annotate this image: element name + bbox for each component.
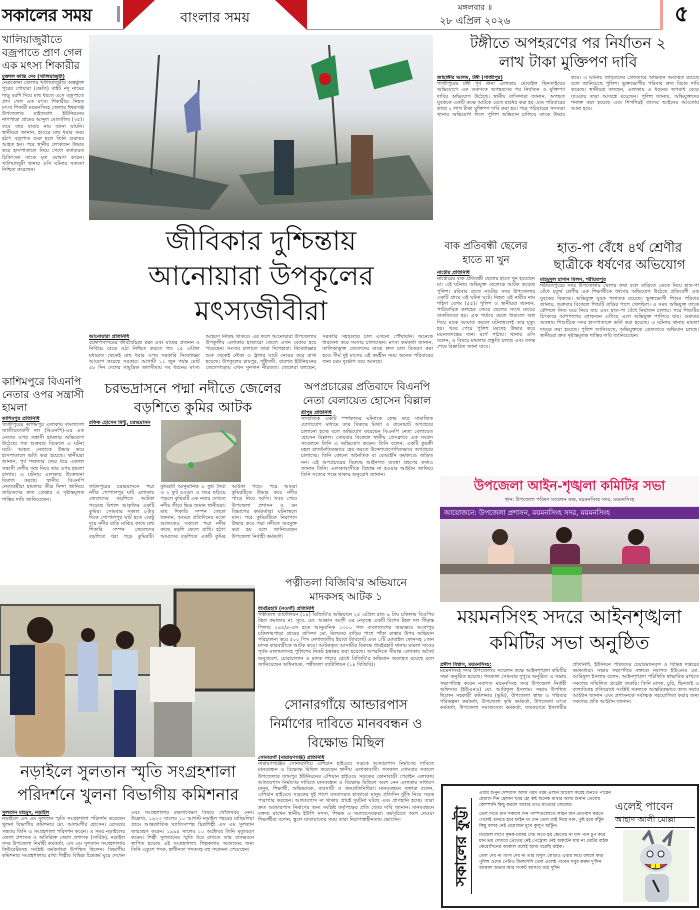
article-narail: [2, 760, 254, 908]
article-hatpa: [540, 240, 699, 472]
article-body: [2, 416, 84, 566]
body-text: পত্নীতলা ব্যাটালিয়ন (১৪) বিজিবি'র অভিযানে ২৫ এপ্রিল রাত ৯ টায় চকিলাম বিওপির টহল কমান্ডার না. সুবে. মো. আক্কাস আলী এর নেতৃত্বে একটি বিশেষ টহল দল সীমান্ত পিলার ২৪৫/৪-এস হতে আনুমানিক ১৩০০ গজ বাংলাদেশের অভ্যন্তরে আগ্রাপুর চকিলামপাড়া গ্রামের বাসিন্দা মো. মিলনের বাড়ির পাশে পাঁকা রাস্তার উপর অভিযান পরিচালনা করে ৫০০ পিস নেশাজাতীয় ইয়াবা ট্যাবলেট এবং ১টি মোবাইল ফোনসহ ১জন মাদক কারবারীকে আটক করে। আটককৃত আসামীর বিরুদ্ধে ধামইরহাট থানায় মামলা দায়ের পূর্বক মালামালসহ পুলিশের নিকট হস্তান্তর করা হয়েছে। অপরদিকে সীমান্ত এলাকায় অবৈধ অনুপ্রবেশ, চোরাচালান ও মাদক পাচার রোধে বিজিবি'র অভিযান অব্যাহত রয়েছে বলে জানিয়েছেন অধিনায়ক, পত্নীতলা ব্যাটালিয়ন (১৪ বিজিবি)।: [258, 612, 434, 668]
fishing-boats-photo: [89, 35, 433, 220]
satire-poem: [479, 791, 611, 872]
body-text: ময়মনসিংহ সদর উপজেলায় সম্মেলন কক্ষে আইনশৃঙ্খলা কমিটির সভা অনুষ্ঠিত হয়েছে। গতকাল সোমবার দুপুরে অনুষ্ঠিত এ সভায় সভাপতিত্ব করেন নবাগত ময়মনসিংহ সদর উপজেলা নির্বাহী অফিসার (ইউএনও) মো. আরিফুল ইসলাম। সভায় উপস্থিত ছিলেন সহকারী কমিশনার (ভূমি), উপজেলা স্বাস্থ্য ও পরিবার পরিকল্পনা কর্মকর্তা, উপজেলা কৃষি কর্মকর্তা, উপজেলা মৎস্য কর্মকর্তা, উপজেলা সমাজসেবা কর্মকর্তা, জামায়াতে ইসলামীর প্রতিনিধি, ইউনিয়ন পরিষদের চেয়ারম্যানবৃন্দ ও বিভিন্ন দপ্তরের কর্মকর্তারা। সভায় সভাপতির বক্তব্যে নবাগত ইউএনও মো. আরিফুল ইসলাম বলেন, আইনশৃঙ্খলা পরিস্থিতি স্বাভাবিক রাখতে সকলের সম্মিলিত প্রচেষ্টা জরুরি। তিনি মাদক, চুরি, ছিনতাই ও বাল্যবিবাহ প্রতিরোধে সংশ্লিষ্ট সকলকে আন্তরিকভাবে কাজ করার আহ্বান জানান এবং প্রশাসনকে সর্বাত্মক সহযোগিতা করার জন্য সকলের প্রতি আহ্বান জানান।: [440, 662, 699, 712]
article-body: [258, 755, 434, 903]
satire-box: [441, 784, 699, 908]
body-text: নেত্রকোনা জেলার খালিয়াজুরীর অন্তর্ভুক্ত পুরের পোয়ারা (ক্ষেতি) বাইট নদু নামের শাড়ু বরশি দিয়ে মাছ ধরতে এসে বজ্রপাতে প্রাণ গেল এক মৎস্য শিকারীর। নিহত মৎস্য শিকারী ময়মনসিংহ জেলার ঈশ্বরগঞ্জ উপজেলার মাইজবাগ ইউনিয়নের নাগপাড়া গ্রামের আব্দুল মোতালিব (৩৫)। তবে তার বাবার নাম জানা যায়নি। স্থানীয়রা জানান, হাওরে মাছ ধরার সময় হঠাৎ বজ্রপাত শুরু হলে তিনি গুরুতর আহত হন। পরে স্থানীয় লোকজন উদ্ধার করে হাসপাতালে নিয়ে গেলে কর্তব্যরত চিকিৎসক তাকে মৃত ঘোষণা করেন। খালিয়াজুরী থানার ওসি ঘটনার সত্যতা নিশ্চিত করেছেন।: [2, 80, 84, 174]
banner-venue: স্থান: উপজেলা পরিষদ সম্মেলন কক্ষ, ময়মনসিংহ সদর, ময়মনসিংহ: [504, 497, 635, 503]
section-banner: [123, 0, 307, 30]
article-body: [440, 662, 699, 777]
headline: চরভদ্রাসনে পদ্মা নদীতে জেলের বড়শিতে কুমির আটক: [104, 381, 282, 416]
byline: মুক্তাল কান্তি দেব (খালিয়াজুরী): [2, 74, 65, 80]
page-number-text: ৫: [674, 2, 689, 27]
article-body: [258, 606, 434, 692]
body-text: ফরিদপুরের চরভদ্রাসনে পদ্মা নদীর গোপালপুর ঘাট এলাকায় জেলেদের বড়শিতে আটকা পড়েছে বিশাল আকৃতির একটি কুমির। সোমবার সকাল ৮টার দিকে গোপালপুর ঘাট হতে একটু দূরে নদীর বাড়ি মাঝির কাছে মাছ শিকারি সম্পন জেলেদের বড়শিতে ধরা পড়ে কুমিরটি। কুমিরটি আনুমানিক ৮ ফুট দৈর্ঘ্য ও ২ ফুট চওড়া। এ খবর ছড়িয়ে পড়লে কুমিরটি এক নজর দেখতে নদীর তীরে ভিড় জমান স্থানীয়রা। মাছ শিকারি সম্পন জেলে জানান, আমরা প্রতিদিনের মতো আজকেও সকালে পদ্মা নদীর কাছে বড়শি ফেলে রাখি। হঠাৎ আমাদের বড়শিতে একটি কুমির আটকা পড়ে। পরে আমরা কুমিরটিকে উদ্ধার করে নদীর পাড়ে নিয়ে আসি। খবর পেয়ে উপজেলা প্রশাসন ও বন বিভাগের কর্মকর্তারা ঘটনাস্থলে যান। পরে কুমিরটিকে নিরাপদে উদ্ধার করে পদ্মা নদীতে অবমুক্ত করা হয় বলে জানিয়েছেন উপজেলা নির্বাহী কর্মকর্তা।: [89, 484, 297, 540]
article-mymensingh: [440, 604, 699, 780]
meeting-photo: [440, 476, 699, 602]
article-body-continued: [89, 484, 297, 570]
article-kashimpur: [2, 376, 84, 572]
byline: আনোয়ারা প্রতিনিধি: [89, 334, 130, 340]
page-number: [660, 0, 700, 30]
article-potnitola: [258, 576, 434, 694]
article-belayet: [301, 380, 433, 570]
boats-illustration: [89, 35, 433, 220]
headline: বাক প্রতিবন্ধী ছেলের হাতে মা খুন: [444, 241, 528, 266]
article-body: [2, 74, 84, 364]
body-text: শরীয়তপুরের সদর উপজেলায় খেলার কথা বলে বাড়িতে ডেকে নিয়ে হাত-পা বেঁধে চতুর্থ শ্রেণীর এক শিক্ষার্থীকে ধর্ষণের অভিযোগ উঠেছে প্রতিবেশী এক যুবকের বিরুদ্ধে। অভিযুক্ত যুবক পলাতক রয়েছে। ভুক্তভোগী শিশুর পরিবার জানায়, শুক্রবার বিকেলে শিশুটি বাড়ির পাশে খেলছিল। এ সময় অভিযুক্ত তাকে কৌশলে নিজ ঘরে নিয়ে যায় এবং হাত-পা বেঁধে নির্যাতন চালায়। পরে শিশুটির চিৎকারে আশপাশের লোকজন এগিয়ে এলে অভিযুক্ত পালিয়ে যায়। গুরুতর অবস্থায় শিশুটিকে সদর হাসপাতালে ভর্তি করা হয়েছে। এ ঘটনায় থানায় মামলা দায়ের করা হয়েছে। পুলিশ জানিয়েছে, অভিযুক্তকে গ্রেফতারে অভিযান চলছে। স্থানীয়রা দ্রুত দৃষ্টান্তমূলক শাস্তির দাবি জানিয়েছেন।: [540, 283, 699, 339]
byline: জাহাঙ্গীর আলম, টঙ্গী (গাজীপুর): [437, 75, 503, 81]
logo-divider: [117, 6, 120, 22]
article-body: [301, 410, 433, 550]
article-khaliajuri: [2, 34, 84, 374]
satire-ad-name: আহাদ আলী মোল্লা: [615, 814, 695, 828]
headline: টঙ্গীতে অপহরণের পর নির্যাতন ২ লাখ টাকা মুক্তিপণ দাবি: [469, 34, 667, 71]
museum-visit-photo: [0, 585, 255, 757]
body-text: নারায়ণগঞ্জের সোনারগাঁয়ে এশিয়ান হাইওয়ে সড়কে আন্ডারপাস নির্মাণের দাবিতে মানববন্ধন ও বিক্ষোভ মিছিল করেছেন স্থানীয় এলাকাবাসী। গতকাল সোমবার সকালে উপজেলার জামপুর ইউনিয়নের এশিয়ান হাইওয়ে সড়কের কোনাবাড়ী পেরাইন এলাকায় আন্ডারপাস নির্মাণের দাবিতে মানববন্ধন ও বিক্ষোভ মিছিলে অংশ নেন এলাকার সাধারণ মানুষ, শিক্ষার্থী, অভিভাবক, ব্যবসায়ী ও জনপ্রতিনিধিরা। মানববন্ধনে বক্তারা বলেন, এশিয়ান হাইওয়ে সড়কের দুই পাশে বসবাসরত হাজারো মানুষ প্রতিদিন ঝুঁকি নিয়ে সড়ক পারাপার করছেন। আন্ডারপাস না থাকায় প্রায়ই দুর্ঘটনা ঘটছে এবং প্রাণহানি হচ্ছে। তারা দ্রুত আন্ডারপাস নির্মাণের জন্য সংশ্লিষ্ট কর্তৃপক্ষের প্রতি জোর দাবি জানান। মানববন্ধনে বক্তব্য রাখেন স্থানীয় ইউপি সদস্য, শিক্ষক ও সমাজসেবকরা। কর্মসূচিতে অংশ নেওয়া শিক্ষার্থীরা বলেন, স্কুলে যাতায়াতের সময় তারা নিরাপত্তাহীনতায় ভোগেন।: [258, 761, 434, 824]
byline: শ্রীপুর প্রতিনিধি: [301, 410, 332, 416]
banner-organizer: আয়োজনে: উপজেলা প্রশাসন, ময়মনসিংহ সদর, ময়মনসিংহ: [440, 507, 699, 519]
article-body: [437, 75, 699, 225]
article-body: [540, 277, 699, 467]
body-text: গাজীপুরের কাশিমপুর এলাকায় বাংলাদেশ জাতীয়তাবাদী দল (বিএনপি)-এর এক নেতার ওপর সন্ত্রাসী হামলার অভিযোগ উঠেছে। গত শুক্রবার বিকেলে এ ঘটনা ঘটে। আহত নেতাকে উদ্ধার করে হাসপাতালে ভর্তি করা হয়েছে। স্থানীয়রা জানান, পূর্ব শত্রুতার জের ধরে একদল সন্ত্রাসী দেশীয় অস্ত্র নিয়ে তার ওপর হামলা চালায়। এ ঘটনায় এলাকায় উত্তেজনা বিরাজ করছে। স্থানীয় বিএনপি নেতাকর্মীরা হামলার তীব্র নিন্দা জানিয়ে জড়িতদের দ্রুত গ্রেপ্তার ও দৃষ্টান্তমূলক শাস্তির দাবি জানিয়েছেন।: [2, 422, 84, 503]
issue-day: মঙ্গলবার ॥: [458, 3, 492, 12]
newspaper-logo: সকালের সময়: [2, 6, 92, 26]
satire-title-rule: [471, 798, 472, 894]
byline: নাটোর প্রতিনিধি: [437, 270, 470, 276]
article-chorbhadrasan: [89, 380, 297, 572]
masthead: [0, 0, 700, 30]
body-text: নড়াইলে এস এম সুলতান স্মৃতি সংগ্রহশালা পরিদর্শন করেছেন খুলনা বিভাগীয় কমিশনার মো. আলমগীর হোসেন। রোববার সন্ধ্যায় তিনি এ সংগ্রহশালা পরিদর্শন করেন। এ সময় নড়াইলের জেলা প্রশাসক ও অতিরিক্ত জেলা প্রশাসক (সার্বিক), নড়াইল সদর উপজেলা নির্বাহী কর্মকর্তা, এস এম সুলতান সংগ্রহশালার কিউরেটরসহ সংশ্লিষ্ট কর্মকর্তারা উপস্থিত ছিলেন। বিভাগীয় কমিশনার সংগ্রহশালায় রাখা শিল্পীর বিভিন্ন চিত্রকর্ম ঘুরে দেখেন এবং সংগ্রহশালার রক্ষণাবেক্ষণ বিষয়ে খোঁজখবর নেন। উল্লেখ্য, ১৯২৩ সালের ১০ আগস্ট নড়াইল শহরের মাছিমদিয়া গ্রামে আন্তর্জাতিক খ্যাতিসম্পন্ন চিত্রশিল্পী এস এম সুলতান জন্মগ্রহণ করেন। ১৯৯৪ সালের ১০ অক্টোবর তিনি মৃত্যুবরণ করেন। শিল্পী সুলতানের স্মৃতি ধরে রাখতে তার বাসভবনে স্থাপিত হয়েছে এই সংগ্রহশালা। শিল্পকলায় অবদানের জন্য তিনি একুশে পদক, স্বাধীনতা পদকসহ বহু সম্মাননা পেয়েছেন।: [2, 810, 254, 860]
headline: নড়াইলে সুলতান স্মৃতি সংগ্রহশালা পরিদর্শনে খুলনা বিভাগীয় কমিশনার: [17, 762, 239, 804]
banner-title: উপজেলা আইন-শৃঙ্খলা কমিটির সভা: [473, 479, 666, 494]
poem-stanza: এবার শুনুন দেশবাসী আজ গরম গরম এলান আয়েশ করেই শুনতে পারেন মেয়াদে দিন হেলান খবর হো কষ্ট অনেক মাথার আজ শুনান তেলের কোম্পানি কিছু করলে আবার তাও যাওয়ার জেলের।: [479, 791, 611, 808]
headline: অপপ্রচারের প্রতিবাদে বিএনপি নেতা বেলায়েত হোসেন বিল্লাল: [302, 381, 432, 407]
headline: সোনারগাঁয়ে আন্ডারপাস নির্মাণের দাবিতে মানববন্ধন ও বিক্ষোভ মিছিল: [269, 698, 423, 751]
headline: খালিয়াজুরীতে বজ্রপাতে প্রাণ গেল এক মৎস্য শিকারীর: [2, 34, 83, 72]
section-title: বাংলার সময়: [180, 10, 250, 26]
body-text: গাজীপুরের টঙ্গী পূর্ব থানা এলাকায় মোবাইল ছিনতাইয়ের অভিযোগে এক তরুণকে অপহরণের পর নির্যাতন ও মুক্তিপণ দাবির অভিযোগ উঠেছে। স্থানীয় বাসিন্দারা জানান, অপহৃত যুবককে একটি কক্ষে আটকে রেখে মারধর করা হয় এবং পরিবারের কাছে ২ লাখ টাকা মুক্তিপণ দাবি করা হয়। পরে পরিবারের সদস্যরা থানায় অভিযোগ দিলে পুলিশ অভিযান চালিয়ে তাকে উদ্ধার করে। এ ঘটনায় জড়িতদের গ্রেফতারে অভিযান অব্যাহত রয়েছে বলে জানিয়েছে পুলিশ। ভুক্তভোগীর পরিবার দ্রুত বিচার দাবি করেছে। স্থানীয়রা বলছেন, এলাকায় এ ধরনের অপরাধ বেড়ে যাওয়ায় তারা আতঙ্কে রয়েছেন। পুলিশ জানায়, অভিযুক্তদের শনাক্ত করা হয়েছে এবং শিগগিরই তাদের আইনের আওতায় আনা হবে।: [437, 75, 699, 119]
satire-title: সকালের ফুট্টা: [452, 805, 470, 887]
article-anowara: [89, 224, 433, 376]
crocodile-photo: [161, 420, 241, 482]
byline: মাহমুদুল হাসান মিলন, শরীয়তপুর: [540, 277, 606, 283]
article-body: [437, 270, 535, 470]
article-tongi: [437, 34, 699, 230]
headline: কাশিমপুরে বিএনপি নেতার ওপর সন্ত্রাসী হামলা: [2, 376, 84, 414]
byline: সুলতান মাহমুদ, নড়াইল: [2, 810, 50, 816]
byline: প্রদীপ বিশ্বাস, ময়মনসিংহ:: [440, 662, 492, 668]
byline: সোনারগাঁ (নারায়ণগঞ্জ) প্রতিনিধি: [258, 755, 325, 761]
headline: পত্নীতলা বিজিবি'র অভিযানে মাদকসহ আটক ১: [285, 577, 407, 603]
body-text: বঙ্গোপসাগরের জীববৈচিত্র্য রক্ষা এবং মাছের প্রজনন ও নির্বিঘ্নে বেড়ে ওঠা নিশ্চিত করতে গত ১৫ এপ্রিল মধ্যরাত থেকেই মাছ ধরার ওপর সরকারি নিষেধাজ্ঞা আরোপ করেছে সরকার। আগামী ১১ জুন পর্যন্ত মোট ৫৮ দিন দেশের সামুদ্রিক জলসীমায় সব ধরনের মৎস্য আহরণ নিষিদ্ধ থাকবে। এর ফলে আনোয়ারা উপজেলার উপকূলীয় এলাকার হাজারো জেলে এখন বেকার হয়ে পড়েছেন। সংসার চালাতে তারা দিশেহারা। নিষেধাজ্ঞার শুরু থেকেই নৌকা ও ট্রলার ঘাটে নোঙর করে রাখা হয়েছে। উপকূলের রায়পুর, জুঁইদন্ডী, বারশত ইউনিয়নের জেলেপাড়ায় এখন সুনসান নীরবতা। জেলেরা বলছেন, সরকারি সহায়তার চাল এখনো পৌঁছায়নি। অনেকে ধারদেনা করে সংসার চালাচ্ছেন। মৎস্য কর্মকর্তা জানান, তালিকাভুক্ত জেলেদের মাঝে দ্রুত চাল বিতরণ করা হবে। দীর্ঘ দুই মাসের এই কর্মহীন সময় অনেক পরিবারের জন্য চরম দুর্ভোগ বয়ে আনছে।: [89, 334, 433, 372]
article-body: [2, 810, 254, 906]
meeting-attendees: [440, 519, 699, 602]
headline: জীবিকার দুশ্চিন্তায় আনোয়ারা উপকূলের মৎস্যজীবীরা: [148, 226, 374, 327]
headline: হাত-পা বেঁধে ৪র্থ শ্রেণীর ছাত্রীকে ধর্ষণের অভিযোগ: [553, 241, 686, 273]
issue-date: ২৮ এপ্রিল ২০২৬: [439, 16, 511, 27]
crocodile-illustration: [161, 420, 241, 482]
poem-stanza: তেল দেব না গ্যাস দেব না তার বিদ্যুৎ লোডও এবার দিয়ে বললে কথা পুলিশ ওদের পেটাও ডিলশেসি তেল এলেই পাবেন সবুর করুন দু'দিন আকাল অভাব আর সংকট আসবে বয়ে দুর্দিন: [479, 854, 604, 871]
poem-stanza: তেল দিতে চান সকালে দিন পাম্পগুলোতে লাইন বান প্রতিবাদ করতে গেলেই গুনতে হবে ফাইন যা দেন তেল তাই নিয়ে যান, তুষ্ট হয়ে বাঁটুন কিছু বলার নেই প্রয়োজন মুখে কুলুপ আঁটুন।: [479, 812, 604, 829]
donkey-cartoon: [623, 830, 689, 902]
headline: ময়মনসিংহ সদরে আইনশৃঙ্খলা কমিটির সভা অনুষ্ঠিত: [457, 606, 682, 654]
byline: কাশিমপুর প্রতিনিধি: [2, 416, 40, 422]
article-bak: [437, 240, 535, 475]
article-body: [89, 420, 157, 482]
body-text: নাটোরের বাক প্রতিবন্ধী ছেলের হাতে খুন হয়েছেন মা। এই ঘটনায় অভিযুক্ত ছেলেকে আটক করেছে পুলিশ। রবিবার রাতে নাটোর সদর উপজেলার একটি গ্রামে এই ঘটনা ঘটে। নিহত ওই নারীর নাম শহিদা বেগম (৫৫)। পুলিশ ও স্থানীয়রা জানান, পারিবারিক কলহের জেরে ছেলের সাথে মায়ের বাকবিতণ্ডা হয়। এক পর্যায়ে ছেলে ধারালো অস্ত্র দিয়ে মাকে আঘাত করলে ঘটনাস্থলেই তার মৃত্যু হয়। খবর পেয়ে পুলিশ মরদেহ উদ্ধার করে ময়নাতদন্তের জন্য মর্গে পাঠায়। থানার ওসি বলেন, এ বিষয়ে মামলার প্রস্তুতি চলছে এবং তদন্ত শেষে বিস্তারিত জানা যাবে।: [437, 276, 535, 351]
byline: ধামইরহাট (নওগাঁ) প্রতিনিধি: [258, 606, 315, 612]
museum-illustration: [0, 585, 255, 757]
body-text: সাম্প্রতিক একটি স্পর্শকাতর ঘটনাকে কেন্দ্র করে সামাজিক যোগাযোগ মাধ্যমে তার বিরুদ্ধে মিথ্যা ও বানোয়াট অপপ্রচার চালানো হচ্ছে বলে অভিযোগ করেছেন বিএনপি নেতা বেলায়েত হোসেন বিল্লাল। সোমবার বিকেলে স্থানীয় প্রেসক্লাবে এক সংবাদ সম্মেলনে তিনি এ অভিযোগ করেন। তিনি বলেন, একটি কুচক্রী মহল রাজনৈতিকভাবে হেয় করতে উদ্দেশ্যপ্রণোদিতভাবে অপপ্রচার চালাচ্ছে। তিনি কোনো অনৈতিক বা বেআইনি কর্মকাণ্ডে জড়িত নন। এই অপপ্রচারের বিরুদ্ধে আইনগত ব্যবস্থা গ্রহণের কথাও জানান তিনি। এলাকাবাসীকে বিভ্রান্ত না হওয়ার আহ্বান জানিয়ে তিনি সত্যের পক্ষে থাকার অনুরোধ জানান।: [301, 416, 433, 479]
article-sonargaon: [258, 696, 434, 908]
satire-ad-title: এলেই পাবেন: [615, 798, 695, 818]
byline: রফিক হোসেন মিন্টু, চরভদ্রাসন: [89, 420, 151, 426]
poem-stanza: ডিজেল লাগে কৃষক-চাষির সেচ দিতে হয় ক্ষেতের না যদি পান ঢুপ করে যান ভয় দেখাবে প্রেতের নেই পেট্রোল নেই অকটেন যায় না মোটর বাইক কেরোসিনের আকাল বলেই আজ ধরেছি মাইক।: [479, 833, 609, 850]
